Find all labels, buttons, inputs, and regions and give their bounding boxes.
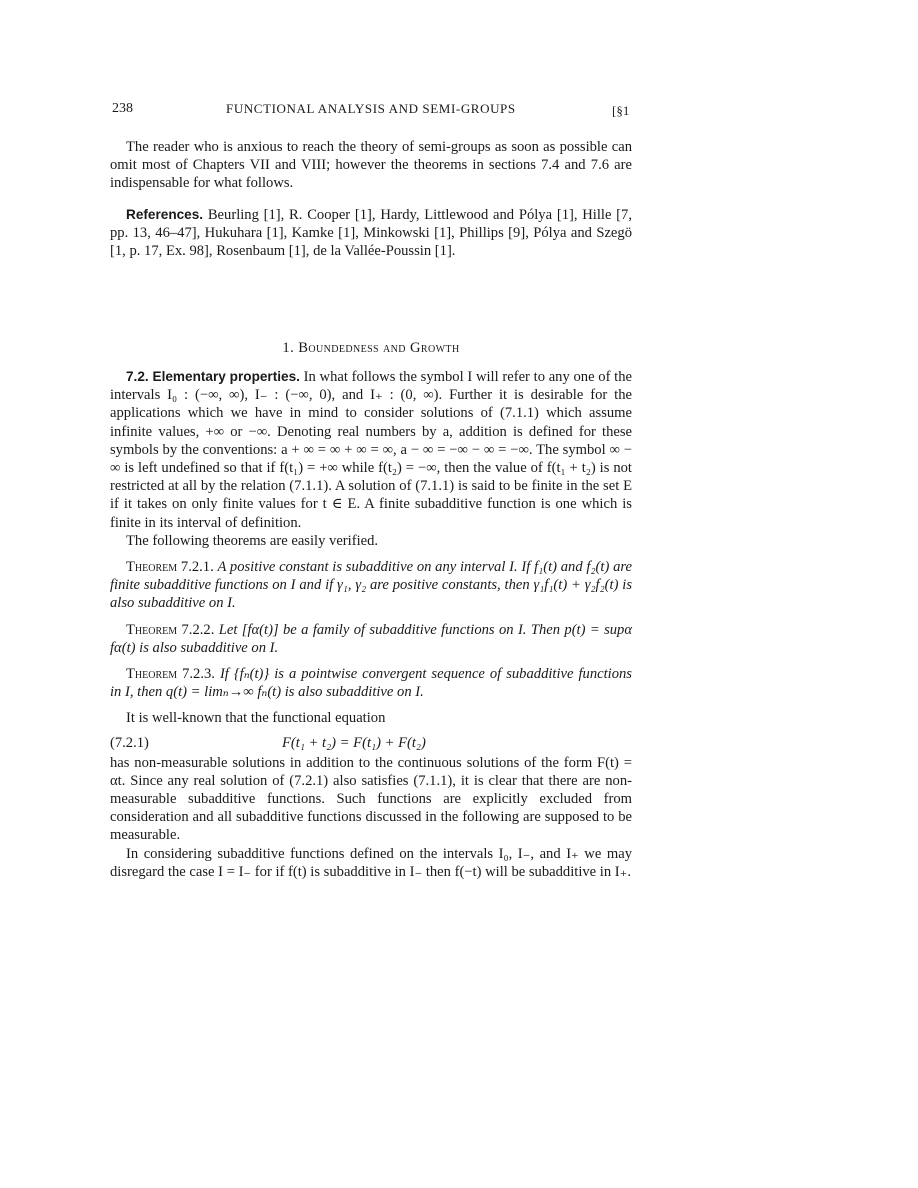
theorem-7-2-3 [110, 665, 632, 701]
intervals-paragraph: In considering subadditive functions defined on the intervals I₀, I₋, and I₊ we may disregard the case I = I₋ for if f(t) is subadditive in I₋ then f(−t) will be subadditive in I₊. [110, 845, 632, 880]
references-text: Beurling [1], R. Cooper [1], Hardy, Littlewood and Pólya [1], Hille [7, pp. 13, 46–47], Hukuhara [1], Kamke [1], Minkowski [1], Phillips [9], Pólya and Szegö [1, p. 17, Ex. 98], Rosenbaum [1], de la Vallée-Poussin [1]. [110, 207, 632, 260]
section-mark: [§1 [612, 103, 630, 118]
intro-paragraph: The reader who is anxious to reach the theory of semi-groups as soon as possible can omit most of Chapters VII and VIII; however the theorems in sections 7.4 and 7.6 are indispensable for what follows. [110, 139, 632, 192]
page-number: 238 [112, 101, 133, 116]
running-title: FUNCTIONAL ANALYSIS AND SEMI-GROUPS [226, 101, 516, 116]
intro-block [110, 138, 632, 193]
theorem-text: Let [fα(t)] be a family of subadditive functions on I. Then p(t) = supα fα(t) is also subadditive on I. [110, 621, 633, 656]
measurability-paragraph: has non-measurable solutions in addition to the continuous solutions of the form F(t) = αt. Since any real solution of (7.2.1) also satisfies (7.1.1), it is clear that there are non-measurable subadditive functions. Such functions are explicitly excluded from consideration and all subadditive functions discussed in the following are supposed to be measurable. [110, 754, 632, 844]
section-title: 1. Boundedness and Growth [282, 340, 460, 356]
references-block [110, 206, 632, 261]
references-paragraph [110, 206, 632, 261]
subsection-paragraph [110, 368, 632, 532]
main-text-block [110, 368, 632, 881]
equation-7-2-1 [110, 732, 632, 754]
theorem-7-2-1 [110, 558, 632, 613]
references-label: References. [126, 207, 204, 222]
theorem-label: Theorem 7.2.3. [126, 666, 215, 683]
equation-intro: It is well-known that the functional equation [126, 710, 386, 727]
subsection-text: In what follows the symbol I will refer to any one of the intervals I₀ : (−∞, ∞), I₋ : (−∞, 0), and I₊ : (0, ∞). Further it is desirable for the applications which we have in mind to consider solutions of (7.1.1) which assume infinite values, +∞ or −∞. Denoting real numbers by a, addition is defined for these symbols by the conventions: a + ∞ = ∞ + ∞ = ∞, a − ∞ = −∞ − ∞ = −∞. The symbol ∞ − ∞ is left undefined so that if f(t₁) = +∞ while f(t₂) = −∞, then the value of f(t₁ + t₂) is not restricted at all by the relation (7.1.1). A solution of (7.1.1) is said to be finite in the set E if it takes on only finite values for t ∈ E. A finite subadditive function is one which is finite in its interval of definition. [110, 369, 632, 531]
theorem-text: If {fₙ(t)} is a pointwise convergent sequence of subadditive functions in I, then q(t) = limₙ→∞ fₙ(t) is also subadditive on I. [110, 666, 632, 701]
equation-body: F(t₁ + t₂) = F(t₁) + F(t₂) [282, 734, 426, 751]
theorem-label: Theorem 7.2.1. [126, 559, 214, 576]
equation-label: (7.2.1) [110, 734, 149, 751]
subsection-label: 7.2. Elementary properties. [126, 369, 300, 384]
theorems-intro: The following theorems are easily verified. [126, 532, 379, 549]
theorem-7-2-2 [110, 621, 632, 657]
theorem-text: A positive constant is subadditive on any interval I. If f₁(t) and f₂(t) are finite subadditive functions on I and if γ₁, γ₂ are positive constants, then γ₁f₁(t) + γ₂f₂(t) is also subadditive on I. [110, 559, 632, 612]
theorem-label: Theorem 7.2.2. [126, 621, 215, 638]
